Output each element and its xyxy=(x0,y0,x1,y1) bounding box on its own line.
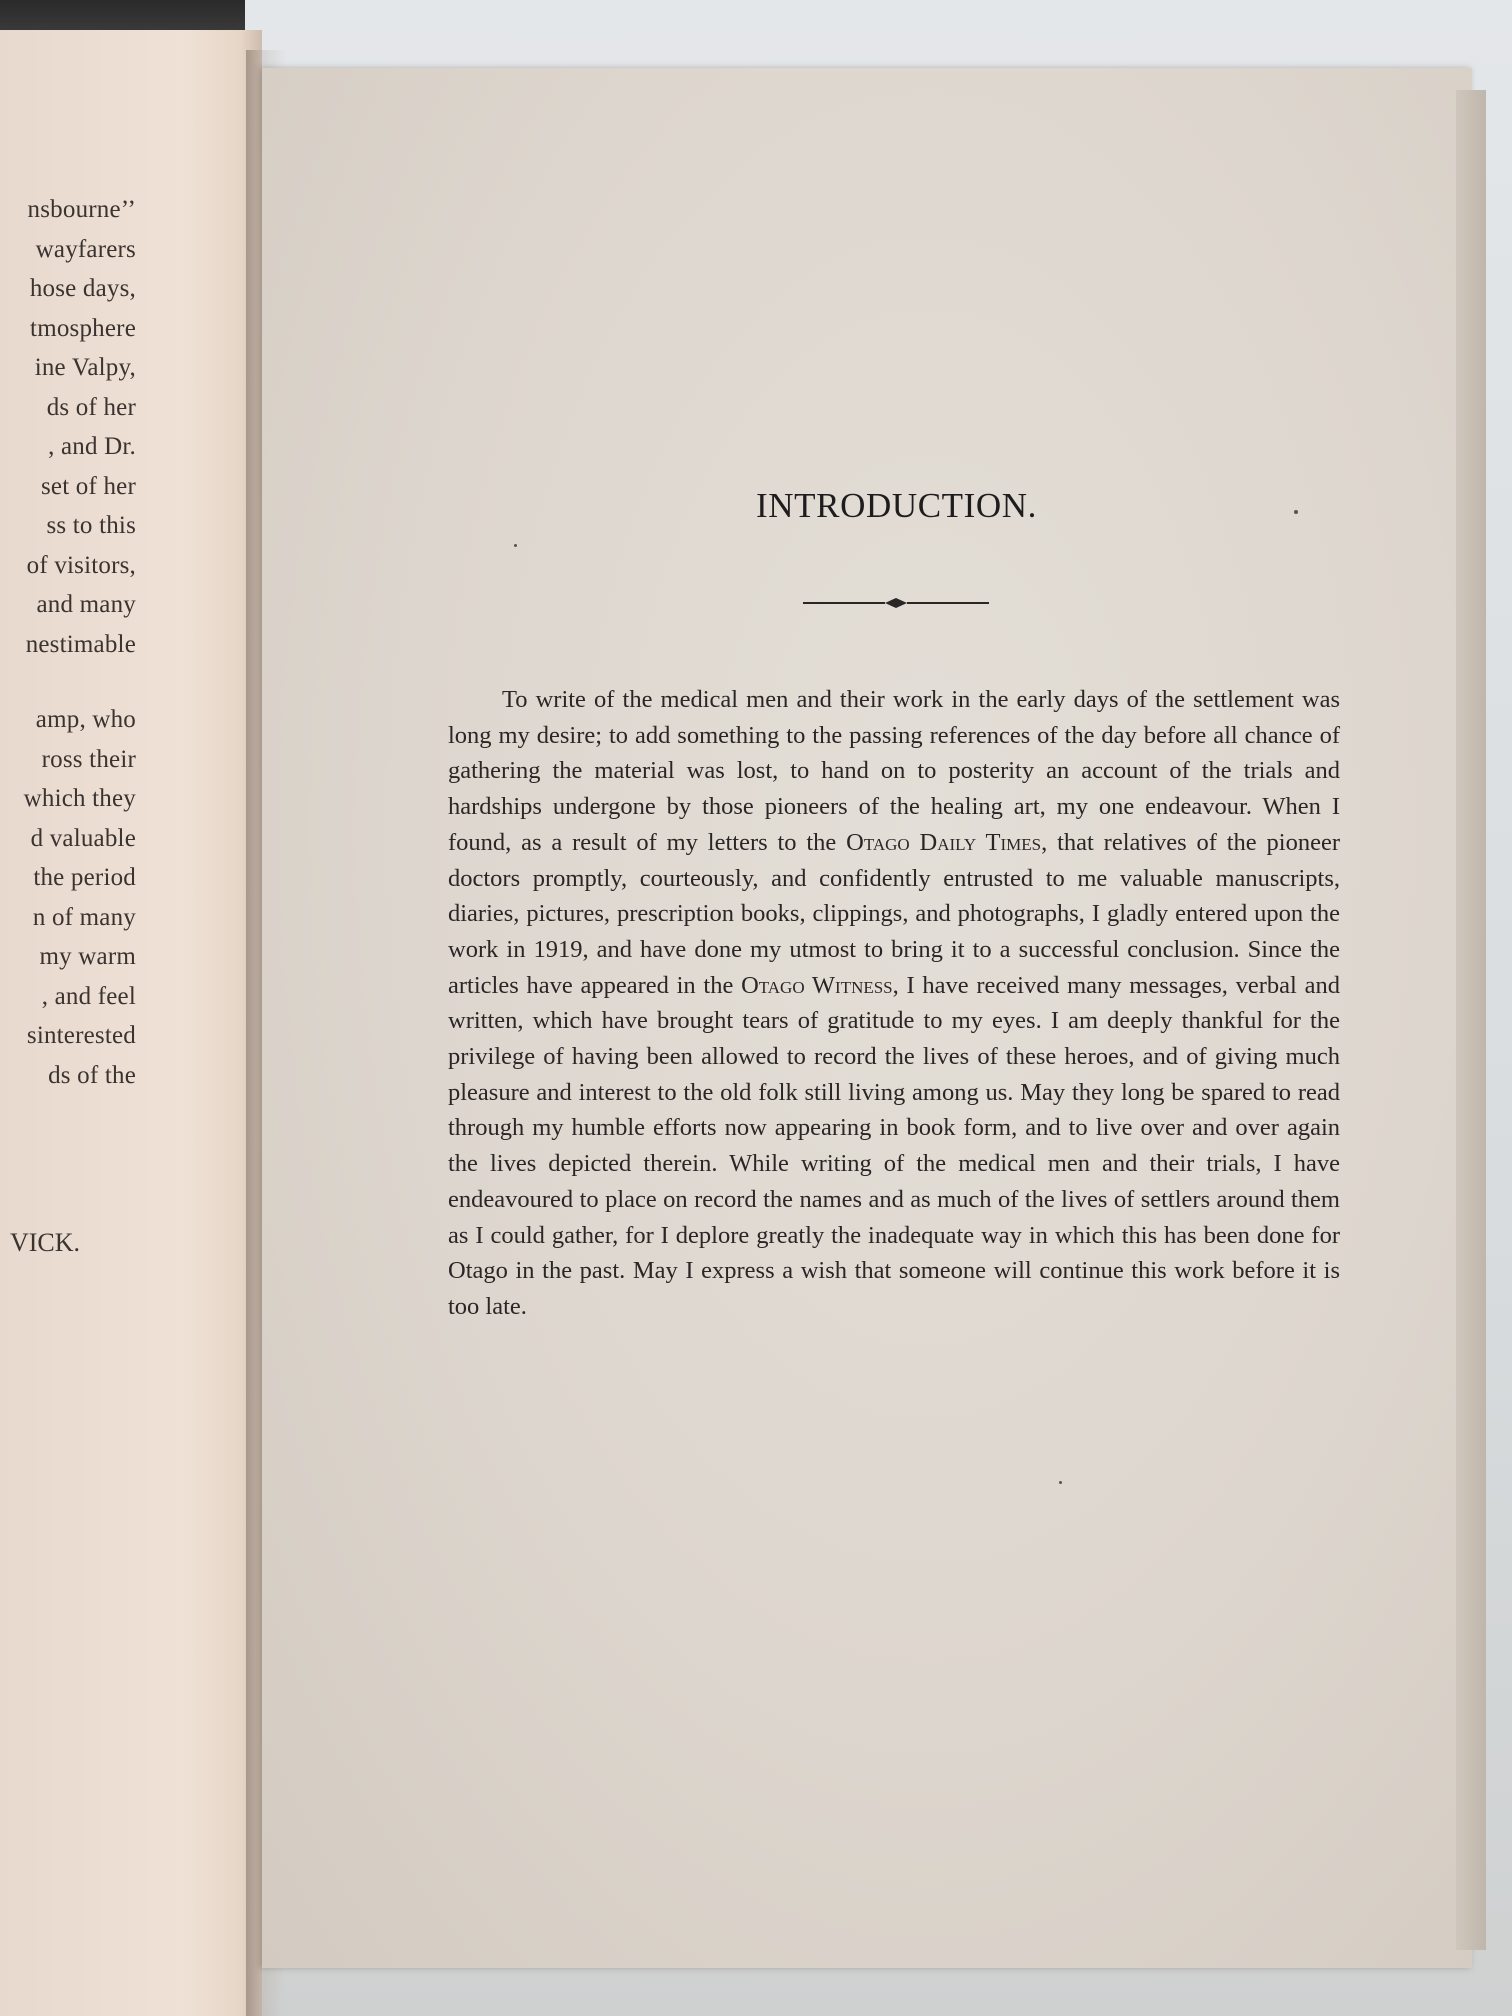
paper-speck xyxy=(1059,1481,1062,1484)
body-text-part: , that relatives of the pioneer doctors promptly, courteously, and confidently entrusted to me valuable manuscripts, diaries, pictures, prescription books, clippings, and photographs, I gladly entered upon the work in 1919, and have done my utmost to bring it to a successful conclusion. Since the articles have appeared in the xyxy=(448,828,1340,999)
left-line: , and Dr. xyxy=(48,433,136,460)
left-page xyxy=(0,30,262,2016)
left-line: ds of the xyxy=(48,1061,136,1089)
left-line: my warm xyxy=(39,943,136,970)
left-line: nsbourne’’ xyxy=(27,196,136,223)
left-line: which they xyxy=(23,785,136,812)
left-line: the period xyxy=(33,864,136,891)
left-line: nestimable xyxy=(25,630,136,658)
introduction-paragraph xyxy=(448,682,1340,1325)
left-line: ine Valpy, xyxy=(34,354,136,381)
heading-ornament-rule xyxy=(803,595,989,611)
page-edge xyxy=(1456,90,1486,1950)
left-line: ross their xyxy=(41,745,136,773)
left-line: , and feel xyxy=(41,982,136,1010)
paper-speck xyxy=(514,544,517,547)
left-page-signature: VICK. xyxy=(9,1228,80,1257)
left-line: set of her xyxy=(40,472,136,500)
left-line: tmosphere xyxy=(30,314,136,342)
introduction-body xyxy=(448,682,1340,1325)
left-line: n of many xyxy=(32,903,136,931)
paper-speck xyxy=(1294,510,1298,514)
left-line: d valuable xyxy=(30,824,136,852)
paragraph-gap xyxy=(0,664,136,700)
left-line: ss to this xyxy=(46,512,136,539)
newspaper-name: Otago Witness xyxy=(741,971,893,999)
left-line: sinterested xyxy=(26,1022,136,1049)
left-line: ds of her xyxy=(46,393,136,421)
left-line: of visitors, xyxy=(26,551,136,579)
body-text-part: , I have received many messages, verbal and written, which have brought tears of gratitude to my eyes. I am deeply thankful for the privilege of having been allowed to record the lives of these heroes, and of giving much pleasure and interest to the old folk still living among us. May they long be spared to read through my humble efforts now appearing in book form, and to live over and over again the lives depicted therein. While writing of the medical men and their trials, I have endeavoured to place on record the names and as much of the lives of settlers around them as I could gather, for I deplore greatly the inadequate way in which this has been done for Otago in the past. May I express a wish that someone will continue this work before it is too late. xyxy=(448,971,1340,1320)
left-line: and many xyxy=(36,591,136,618)
left-line: amp, who xyxy=(35,706,136,733)
left-page-text xyxy=(0,190,136,1095)
body-text-part: To write of the medical men and their work in the early days of the settlement was long my desire; to add something to the passing references of the day before all chance of gathering the material was lost, to hand on to posterity an account of the trials and hardships undergone by those pioneers of the healing art, my one endeavour. When I found, as a result of my letters to the xyxy=(448,686,1340,856)
newspaper-name: Otago Daily Times xyxy=(846,828,1042,856)
left-line: hose days, xyxy=(29,275,136,302)
left-line: wayfarers xyxy=(35,235,136,263)
page-heading: INTRODUCTION. xyxy=(756,486,1037,525)
